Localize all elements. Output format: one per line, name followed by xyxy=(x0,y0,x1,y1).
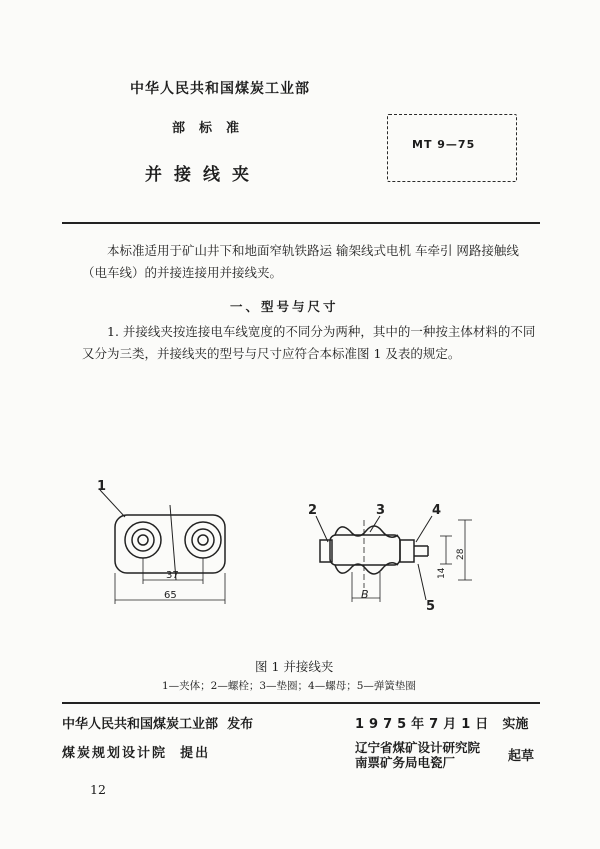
issue-label: 发布 xyxy=(227,717,254,732)
proposer-line xyxy=(62,742,210,761)
front-view xyxy=(100,490,225,604)
issuer-line xyxy=(62,713,253,732)
header-rule xyxy=(62,222,540,224)
intro-paragraph: 本标准适用于矿山井下和地面窄轨铁路运 输架线式电机 车牵引 网路接触线（电车线）的并接连接用并接线夹。 xyxy=(82,243,519,280)
drafter-1: 辽宁省煤矿设计研究院 xyxy=(355,740,481,755)
callout-4: 4 xyxy=(432,503,442,518)
effective-date: 1975年7月1日 xyxy=(355,717,494,732)
section-heading: 一、型号与尺寸 xyxy=(230,299,339,314)
figure-drawing xyxy=(80,480,500,610)
dim-65: 65 xyxy=(164,590,177,601)
dim-37: 37 xyxy=(166,570,179,581)
figure-caption: 图 1 并接线夹 xyxy=(255,659,334,674)
propose-label: 提出 xyxy=(180,746,211,761)
callout-1: 1 xyxy=(97,480,107,494)
draft-label: 起草 xyxy=(508,749,535,764)
figure-legend: 1—夹体；2—螺栓；3—垫圈；4—螺母；5—弹簧垫圈 xyxy=(162,680,416,692)
dim-14: 14 xyxy=(437,567,447,579)
standard-label: 部标准 xyxy=(172,121,254,136)
ministry-name: 中华人民共和国煤炭工业部 xyxy=(130,81,310,97)
dim-28: 28 xyxy=(456,548,466,560)
callout-5: 5 xyxy=(426,599,436,610)
side-view xyxy=(316,516,472,602)
proposer: 煤炭规划设计院 xyxy=(62,746,168,761)
drafter-2: 南票矿务局电瓷厂 xyxy=(355,755,456,770)
page-number: 12 xyxy=(90,782,106,797)
effective-label: 实施 xyxy=(502,717,529,732)
standard-code: MT 9—75 xyxy=(412,138,476,151)
dim-B: B xyxy=(361,588,369,601)
callout-3: 3 xyxy=(376,503,386,518)
issuer: 中华人民共和国煤炭工业部 xyxy=(62,717,219,732)
clause-paragraph: 1. 并接线夹按连接电车线宽度的不同分为两种，其中的一种按主体材料的不同又分为三类，并接线夹的型号与尺寸应符合本标准图 1 及表的规定。 xyxy=(82,324,536,361)
date-line xyxy=(355,713,528,732)
footer-rule xyxy=(62,702,540,704)
page-title: 并接线夹 xyxy=(145,165,261,185)
callout-2: 2 xyxy=(308,503,318,518)
